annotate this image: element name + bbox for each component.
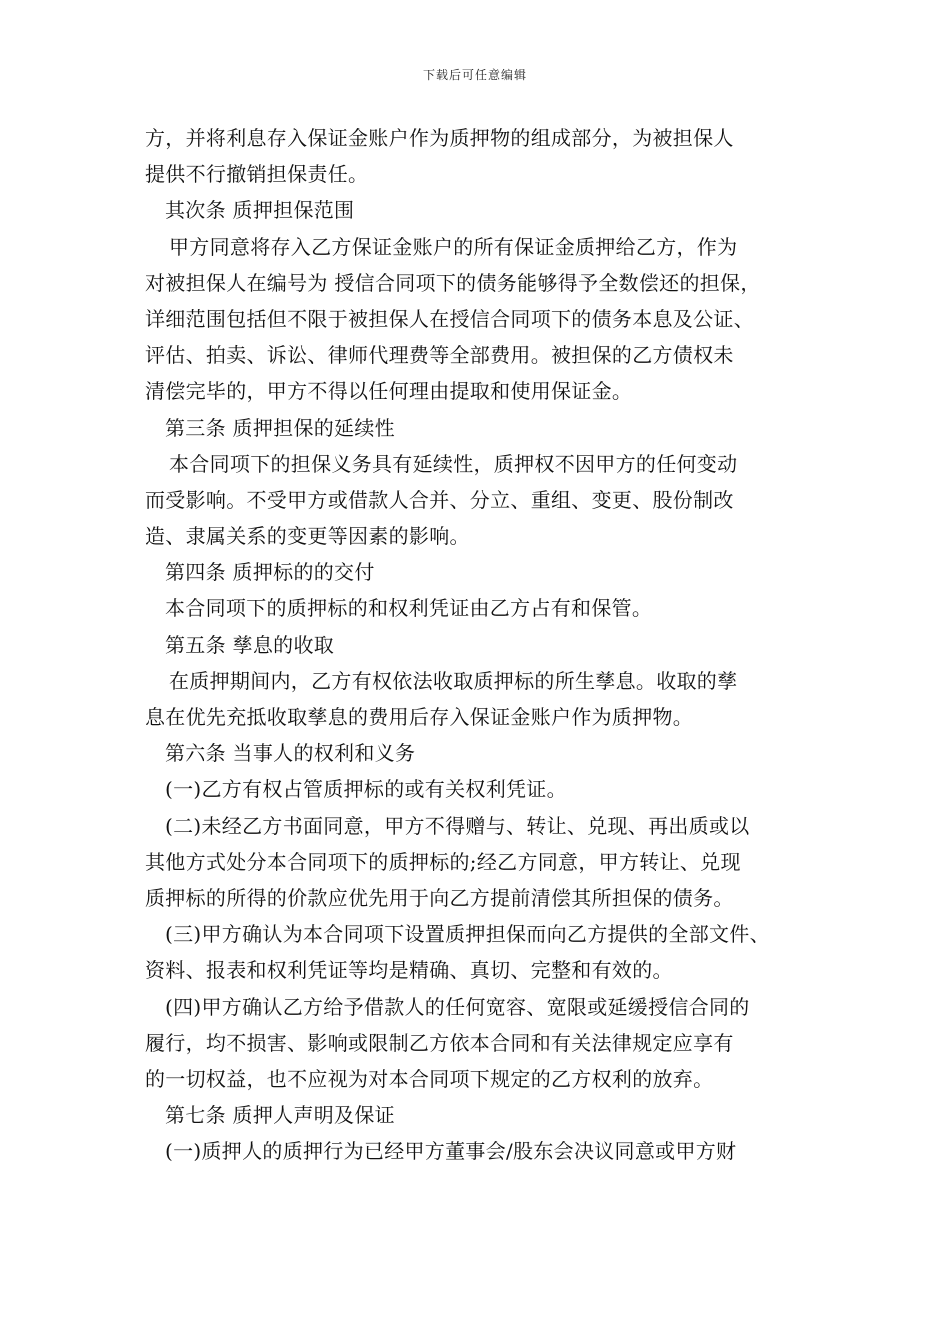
text-line: 甲方同意将存入乙方保证金账户的所有保证金质押给乙方，作为: [169, 234, 738, 259]
text-line: 履行，均不损害、影响或限制乙方依本合同和有关法律规定应享有: [145, 1030, 734, 1055]
text-line: 息在优先充抵收取孳息的费用后存入保证金账户作为质押物。: [145, 705, 694, 729]
text-line: 本合同项下的质押标的和权利凭证由乙方占有和保管。: [165, 596, 653, 621]
text-line: (二)未经乙方书面同意，甲方不得赠与、转让、兑现、再出质或以: [165, 813, 750, 838]
text-line: 的一切权益，也不应视为对本合同项下规定的乙方权利的放弃。: [145, 1066, 714, 1091]
text-line: 方，并将利息存入保证金账户作为质押物的组成部分，为被担保人: [145, 126, 734, 150]
text-line: 其他方式处分本合同项下的质押标的;经乙方同意，甲方转让、兑现: [145, 849, 741, 874]
section-heading: 第七条 质押人声明及保证: [165, 1103, 395, 1128]
section-heading: 第六条 当事人的权利和义务: [165, 741, 416, 766]
section-heading: 第三条 质押担保的延续性: [165, 415, 395, 440]
section-heading: 第五条 孳息的收取: [165, 632, 335, 657]
text-line: 评估、拍卖、诉讼、律师代理费等全部费用。被担保的乙方债权未: [145, 343, 734, 368]
text-line: (四)甲方确认乙方给予借款人的任何宽容、宽限或延缓授信合同的: [165, 994, 750, 1019]
text-line: 而受影响。不受甲方或借款人合并、分立、重组、变更、股份制改: [145, 487, 734, 512]
page-header-note: 下载后可任意编辑: [422, 68, 527, 82]
text-line: (一)质押人的质押行为已经甲方董事会/股东会决议同意或甲方财: [165, 1139, 737, 1164]
section-heading: 其次条 质押担保范围: [165, 198, 355, 223]
text-line: 造、隶属关系的变更等因素的影响。: [145, 524, 470, 549]
text-line: 清偿完毕的，甲方不得以任何理由提取和使用保证金。: [145, 379, 633, 404]
document-body: [145, 120, 835, 1169]
text-line: 提供不行撤销担保责任。: [145, 162, 369, 187]
section-heading: 第四条 质押标的的交付: [165, 560, 375, 585]
text-line: 资料、报表和权利凭证等均是精确、真切、完整和有效的。: [145, 958, 673, 983]
text-line: 在质押期间内，乙方有权依法收取质押标的所生孳息。收取的孳: [169, 668, 738, 693]
text-line: 本合同项下的担保义务具有延续性，质押权不因甲方的任何变动: [169, 451, 738, 476]
text-line: 详细范围包括但不限于被担保人在授信合同项下的债务本息及公证、: [145, 306, 754, 331]
text-line: 质押标的所得的价款应优先用于向乙方提前清偿其所担保的债务。: [145, 885, 734, 910]
text-line: 对被担保人在编号为 授信合同项下的债务能够得予全数偿还的担保，: [145, 270, 761, 295]
text-line: (一)乙方有权占管质押标的或有关权利凭证。: [165, 777, 567, 802]
text-line: (三)甲方确认为本合同项下设置质押担保而向乙方提供的全部文件、: [165, 922, 770, 947]
